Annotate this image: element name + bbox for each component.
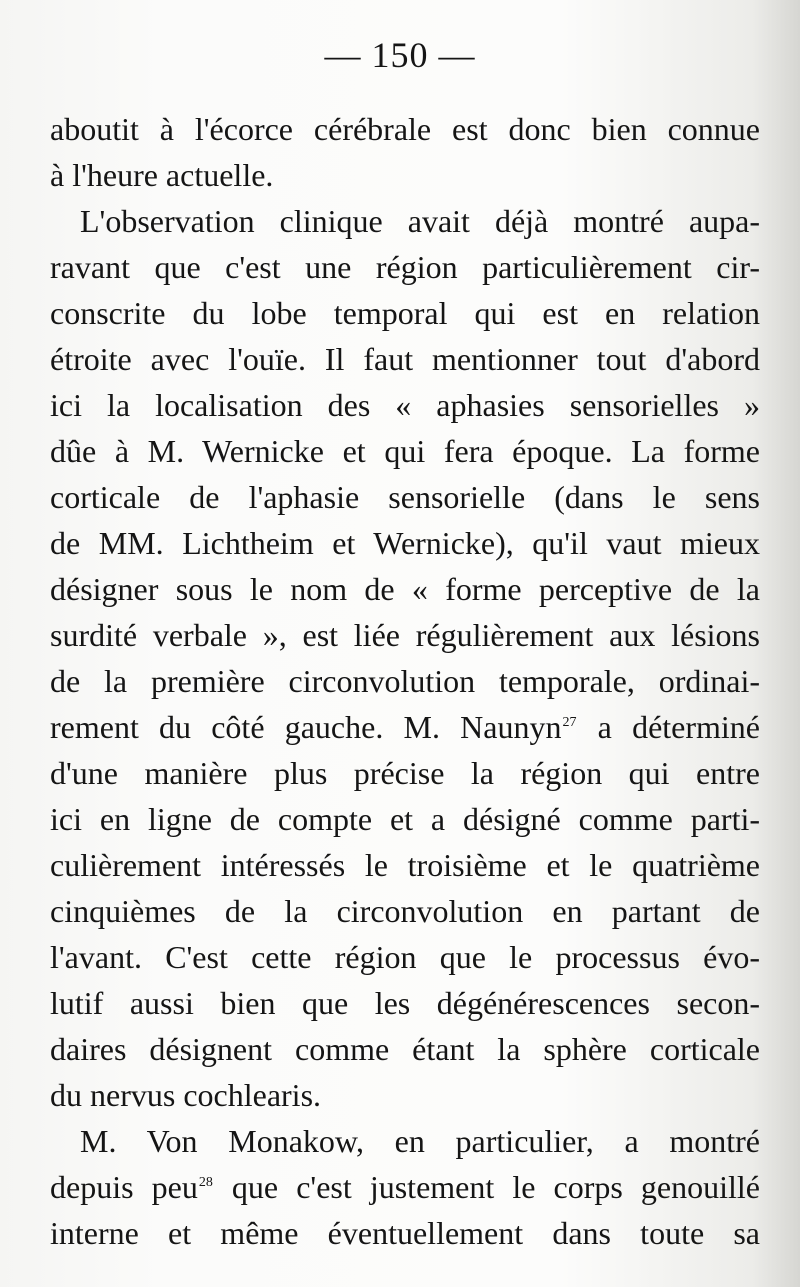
line-text: cinquièmes de la circonvolution en partant de bbox=[50, 893, 760, 929]
line-text-continued: que c'est justement le corps genouillé bbox=[213, 1169, 761, 1205]
footnote-reference: 27 bbox=[562, 715, 577, 731]
line-text: de MM. Lichtheim et Wernicke), qu'il vaut mieux bbox=[50, 525, 760, 561]
line-text: ici la localisation des « aphasies sensorielles » bbox=[50, 387, 760, 423]
text-line bbox=[50, 520, 760, 566]
text-line bbox=[50, 290, 760, 336]
text-line bbox=[50, 198, 760, 244]
line-text: conscrite du lobe temporal qui est en relation bbox=[50, 295, 760, 331]
text-line bbox=[50, 336, 760, 382]
line-text: surdité verbale », est liée régulièrement aux lésions bbox=[50, 617, 760, 653]
text-line bbox=[50, 842, 760, 888]
text-line bbox=[50, 888, 760, 934]
footnote-reference: 28 bbox=[198, 1175, 213, 1191]
text-line bbox=[50, 612, 760, 658]
line-text: ici en ligne de compte et a désigné comme parti- bbox=[50, 801, 760, 837]
text-line bbox=[50, 934, 760, 980]
line-text-continued: a déterminé bbox=[577, 709, 761, 745]
line-text: étroite avec l'ouïe. Il faut mentionner tout d'abord bbox=[50, 341, 760, 377]
line-text: l'avant. C'est cette région que le processus évo- bbox=[50, 939, 760, 975]
line-text: corticale de l'aphasie sensorielle (dans le sens bbox=[50, 479, 760, 515]
line-text: désigner sous le nom de « forme perceptive de la bbox=[50, 571, 760, 607]
text-line bbox=[50, 152, 760, 198]
line-text: dûe à M. Wernicke et qui fera époque. La forme bbox=[50, 433, 760, 469]
text-line bbox=[50, 1118, 760, 1164]
line-text: ravant que c'est une région particulièrement cir- bbox=[50, 249, 760, 285]
body-text bbox=[50, 106, 760, 1256]
line-text: de la première circonvolution temporale, ordinai- bbox=[50, 663, 760, 699]
text-line bbox=[50, 980, 760, 1026]
text-line bbox=[50, 1164, 760, 1210]
line-text: interne et même éventuellement dans toute sa bbox=[50, 1215, 760, 1251]
line-text: culièrement intéressés le troisième et le quatrième bbox=[50, 847, 760, 883]
line-text: lutif aussi bien que les dégénérescences secon- bbox=[50, 985, 760, 1021]
text-line bbox=[50, 796, 760, 842]
text-line bbox=[50, 1026, 760, 1072]
line-text: depuis peu bbox=[50, 1169, 198, 1205]
line-text: L'observation clinique avait déjà montré aupa- bbox=[80, 203, 760, 239]
line-text: daires désignent comme étant la sphère corticale bbox=[50, 1031, 760, 1067]
line-text: d'une manière plus précise la région qui entre bbox=[50, 755, 760, 791]
text-line bbox=[50, 106, 760, 152]
text-line bbox=[50, 1210, 760, 1256]
line-text: du nervus cochlearis. bbox=[50, 1077, 322, 1113]
line-text: à l'heure actuelle. bbox=[50, 157, 274, 193]
text-line bbox=[50, 244, 760, 290]
line-text: M. Von Monakow, en particulier, a montré bbox=[80, 1123, 760, 1159]
line-text: aboutit à l'écorce cérébrale est donc bien connue bbox=[50, 111, 760, 147]
text-line bbox=[50, 658, 760, 704]
text-line bbox=[50, 750, 760, 796]
text-line bbox=[50, 566, 760, 612]
text-line bbox=[50, 428, 760, 474]
text-line bbox=[50, 474, 760, 520]
text-line bbox=[50, 704, 760, 750]
text-line bbox=[50, 1072, 760, 1118]
text-line bbox=[50, 382, 760, 428]
line-text: rement du côté gauche. M. Naunyn bbox=[50, 709, 562, 745]
page-number: — 150 — bbox=[324, 35, 476, 75]
